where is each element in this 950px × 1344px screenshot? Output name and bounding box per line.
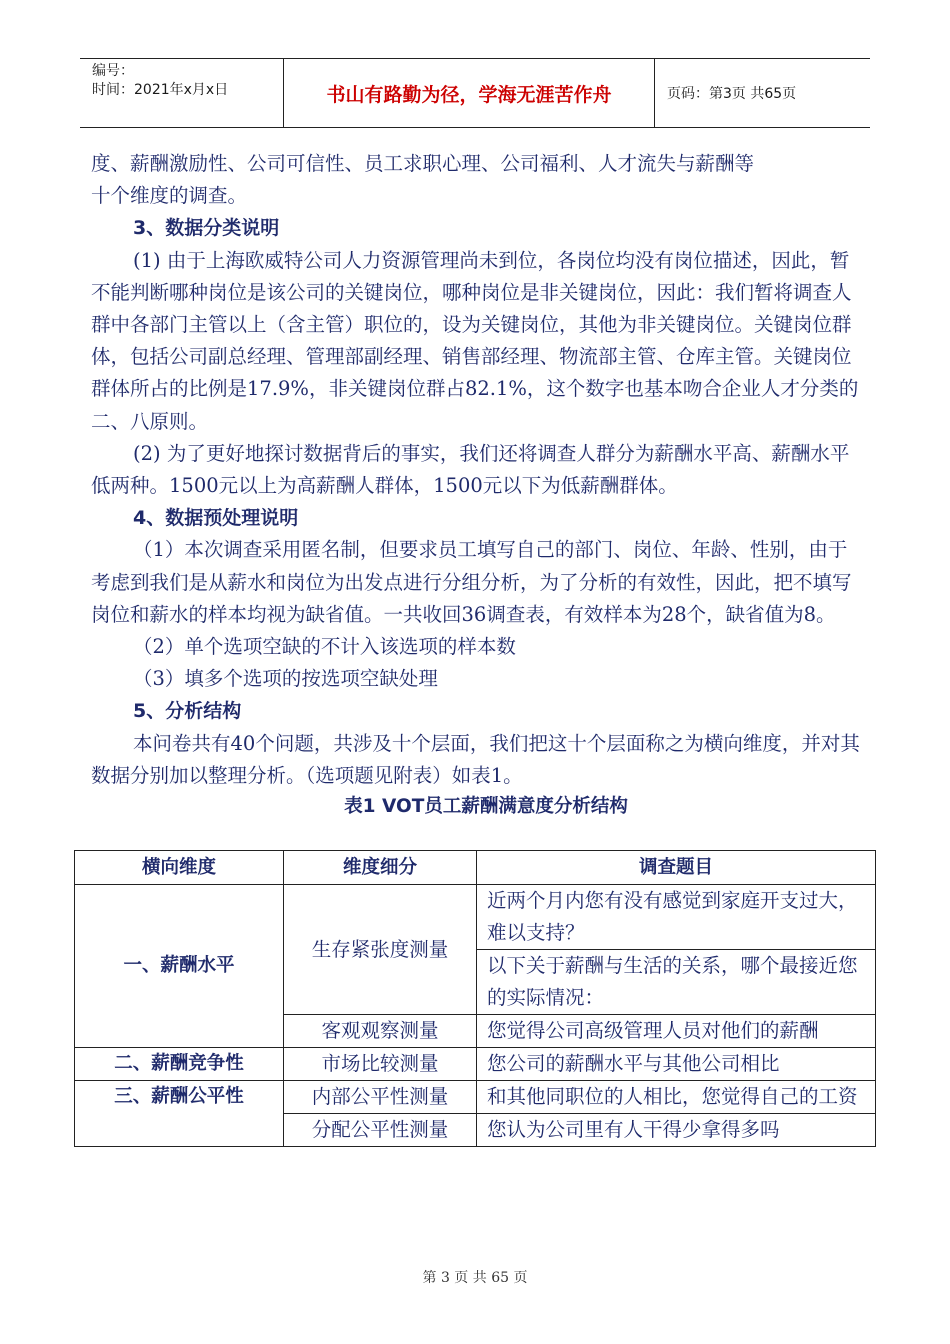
subdimension-cell: 客观观察测量 — [284, 1015, 477, 1048]
document-body — [91, 148, 861, 820]
subdimension-cell: 分配公平性测量 — [284, 1114, 477, 1147]
question-cell: 您公司的薪酬水平与其他公司相比 — [477, 1048, 876, 1081]
question-cell: 近两个月内您有没有感觉到家庭开支过大，难以支持？ — [477, 885, 876, 950]
paragraph: (1) 由于上海欧威特公司人力资源管理尚未到位，各岗位均没有岗位描述，因此，暂不能判断哪种岗位是该公司的关键岗位，哪种岗位是非关键岗位，因此：我们暂将调查人群中各部门主管以上（含主管）职位的，设为关键岗位，其他为非关键岗位。关键岗位群体，包括公司副总经理、管理部副经理、销售部经理、物流部主管、仓库主管。关键岗位群体所占的比例是17.9%，非关键岗位群占82.1%，这个数字也基本吻合企业人才分类的二、八原则。 — [91, 248, 859, 433]
dimension-cell: 一、薪酬水平 — [75, 885, 284, 1048]
time-label: 时间：2021年x月x日 — [92, 82, 229, 98]
analysis-structure-table — [74, 850, 876, 1147]
column-header: 维度细分 — [284, 851, 477, 885]
header-motto: 书山有路勤为径，学海无涯苦作舟 — [284, 59, 655, 127]
question-cell: 以下关于薪酬与生活的关系，哪个最接近您的实际情况： — [477, 950, 876, 1015]
section-heading-4: 4、数据预处理说明 — [133, 507, 299, 530]
subdimension-cell: 生存紧张度测量 — [284, 885, 477, 1015]
column-header: 横向维度 — [75, 851, 284, 885]
paragraph: （3）填多个选项的按选项空缺处理 — [133, 667, 438, 691]
table-caption: 表1 VOT员工薪酬满意度分析结构 — [344, 796, 628, 818]
header-page-info: 页码：第3页 共65页 — [667, 86, 797, 102]
section-heading-5: 5、分析结构 — [133, 700, 242, 723]
paragraph: 本问卷共有40个问题，共涉及十个层面，我们把这十个层面称之为横向维度，并对其数据分别加以整理分析。（选项题见附表）如表1。 — [91, 731, 860, 787]
page-header — [80, 58, 870, 128]
paragraph: （2）单个选项空缺的不计入该选项的样本数 — [133, 635, 516, 659]
section-heading-3: 3、数据分类说明 — [133, 217, 280, 240]
paragraph: 十个维度的调查。 — [91, 184, 248, 208]
paragraph: （1）本次调查采用匿名制，但要求员工填写自己的部门、岗位、年龄、性别，由于考虑到我们是从薪水和岗位为出发点进行分组分析，为了分析的有效性，因此，把不填写岗位和薪水的样本均视为缺省值。一共收回36调查表，有效样本为28个，缺省值为8。 — [91, 538, 852, 626]
question-cell: 您认为公司里有人干得少拿得多吗 — [477, 1114, 876, 1147]
dimension-cell: 三、薪酬公平性 — [75, 1081, 284, 1147]
number-label: 编号： — [92, 63, 134, 79]
paragraph: (2) 为了更好地探讨数据背后的事实，我们还将调查人群分为薪酬水平高、薪酬水平低两种。1500元以上为高薪酬人群体，1500元以下为低薪酬群体。 — [91, 441, 850, 498]
table-row — [75, 885, 876, 950]
paragraph: 度、薪酬激励性、公司可信性、员工求职心理、公司福利、人才流失与薪酬等 — [91, 152, 755, 175]
dimension-cell: 二、薪酬竞争性 — [75, 1048, 284, 1081]
question-cell: 您觉得公司高级管理人员对他们的薪酬 — [477, 1015, 876, 1048]
column-header: 调查题目 — [477, 851, 876, 885]
table-header-row — [75, 851, 876, 885]
table-row — [75, 1048, 876, 1081]
table-row — [75, 1081, 876, 1114]
page-footer: 第 3 页 共 65 页 — [422, 1270, 528, 1286]
question-cell: 和其他同职位的人相比，您觉得自己的工资 — [477, 1081, 876, 1114]
header-meta — [80, 59, 284, 127]
subdimension-cell: 市场比较测量 — [284, 1048, 477, 1081]
subdimension-cell: 内部公平性测量 — [284, 1081, 477, 1114]
